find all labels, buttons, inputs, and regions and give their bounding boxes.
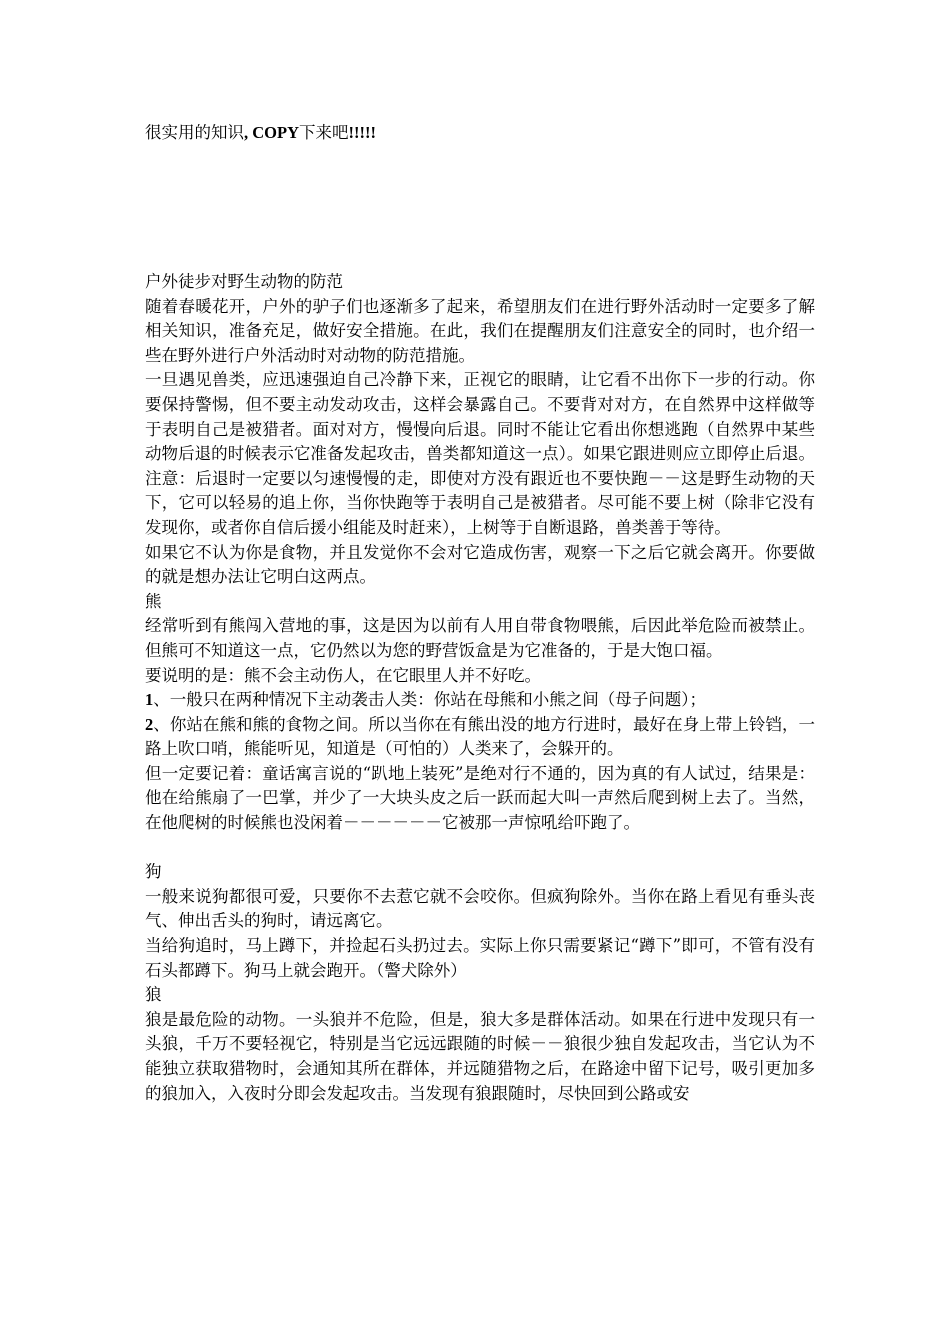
bear-paragraph-1: 经常听到有熊闯入营地的事，这是因为以前有人用自带食物喂熊，后因此举危险而被禁止。但熊可不知道这一点，它仍然以为您的野营饭盒是为它准备的，于是大饱口福。 xyxy=(145,616,815,660)
blank-line xyxy=(145,836,815,861)
bear-list-item-2 xyxy=(145,713,815,762)
article-title: 户外徒步对野生动物的防范 xyxy=(145,272,343,291)
bear-item-1-number: 1 xyxy=(145,690,154,710)
dog-paragraph-1: 一般来说狗都很可爱，只要你不去惹它就不会咬你。但疯狗除外。当你在路上看见有垂头丧气、伸出舌头的狗时，请远离它。 xyxy=(145,886,815,931)
wolf-heading: 狼 xyxy=(145,985,162,1005)
intro-bold-copy: , COPY xyxy=(244,123,299,142)
bear-paragraph-3: 但一定要记着：童话寓言说的“趴地上装死”是绝对行不通的，因为真的有人试过，结果是：他在给熊扇了一巴掌，并少了一大块头皮之后一跃而起大叫一声然后爬到树上去了。当然，在他爬树的时候熊也没闲着－－－－－－它被那一声惊吼给吓跑了。 xyxy=(145,763,815,833)
article-body xyxy=(145,270,815,1106)
dog-heading: 狗 xyxy=(145,862,162,882)
bear-item-1-text: 、一般只在两种情况下主动袭击人类：你站在母熊和小熊之间（母子问题）； xyxy=(153,690,706,710)
intro-paragraph: 随着春暖花开，户外的驴子们也逐渐多了起来，希望朋友们在进行野外活动时一定要多了解相关知识，准备充足，做好安全措施。在此，我们在提醒朋友们注意安全的同时，也介绍一些在野外进行户外活动时对动物的防范措施。 xyxy=(145,296,815,365)
intro-line xyxy=(145,121,376,146)
intro-middle: 下来吧 xyxy=(299,123,349,142)
intro-prefix: 很实用的知识 xyxy=(145,123,244,142)
bear-heading: 熊 xyxy=(145,591,162,611)
wolf-paragraph-1: 狼是最危险的动物。一头狼并不危险，但是，狼大多是群体活动。如果在行进中发现只有一头狼，千万不要轻视它，特别是当它远远跟随的时候－－狼很少独自发起攻击，当它认为不能独立获取猎物时，会通知其所在群体，并远随猎物之后，在路途中留下记号，吸引更加多的狼加入，入夜时分即会发起攻击。当发现有狼跟随时，尽快回到公路或安 xyxy=(145,1009,815,1103)
bear-item-2-text: 、你站在熊和熊的食物之间。所以当你在有熊出没的地方行进时，最好在身上带上铃铛，一路上吹口哨，熊能听见，知道是（可怕的）人类来了，会躲开的。 xyxy=(145,714,815,759)
leave-paragraph: 如果它不认为你是食物，并且发觉你不会对它造成伤害，观察一下之后它就会离开。你要做的就是想办法让它明白这两点。 xyxy=(145,542,815,587)
dog-paragraph-2: 当给狗追时，马上蹲下，并捡起石头扔过去。实际上你只需要紧记“蹲下”即可，不管有没有石头都蹲下。狗马上就会跑开。（警犬除外） xyxy=(145,936,815,980)
general-advice-paragraph: 一旦遇见兽类，应迅速强迫自己冷静下来，正视它的眼睛，让它看不出你下一步的行动。你要保持警惕，但不要主动发动攻击，这样会暴露自己。不要背对对方，在自然界中这样做等于表明自己是被猎者。面对对方，慢慢向后退。同时不能让它看出你想逃跑（自然界中某些动物后退的时候表示它准备发起攻击，兽类都知道这一点）。如果它跟进则应立即停止后退。注意：后退时一定要以匀速慢慢的走，即使对方没有跟近也不要快跑－－这是野生动物的天下，它可以轻易的追上你，当你快跑等于表明自己是被猎者。尽可能不要上树（除非它没有发现你，或者你自信后援小组能及时赶来），上树等于自断退路，兽类善于等待。 xyxy=(145,370,815,537)
intro-exclaim: !!!!! xyxy=(348,123,376,142)
bear-list-item-1 xyxy=(145,688,815,713)
bear-item-2-number: 2 xyxy=(145,714,154,734)
bear-paragraph-2: 要说明的是：熊不会主动伤人，在它眼里人并不好吃。 xyxy=(145,665,541,685)
